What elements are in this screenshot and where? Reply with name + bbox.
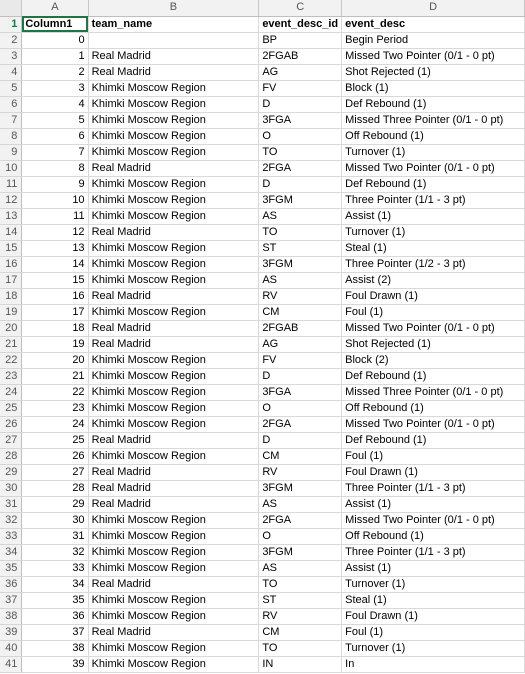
- cell-column1[interactable]: 7: [22, 144, 88, 160]
- table-row: [0, 80, 525, 96]
- cell-column1[interactable]: 30: [22, 512, 88, 528]
- cell-team-name[interactable]: Khimki Moscow Region: [88, 112, 259, 128]
- cell-event-desc-id[interactable]: AG: [259, 64, 342, 80]
- cell-event-desc[interactable]: Foul (1): [342, 448, 525, 464]
- cell-event-desc-id[interactable]: 3FGM: [259, 256, 342, 272]
- header-cell-column1[interactable]: Column1: [22, 16, 88, 32]
- cell-team-name[interactable]: Khimki Moscow Region: [88, 512, 259, 528]
- cell-team-name[interactable]: Khimki Moscow Region: [88, 240, 259, 256]
- cell-team-name[interactable]: Real Madrid: [88, 480, 259, 496]
- cell-team-name[interactable]: Khimki Moscow Region: [88, 528, 259, 544]
- cell-event-desc-id[interactable]: D: [259, 96, 342, 112]
- column-header-c[interactable]: C: [259, 0, 342, 16]
- cell-column1[interactable]: 1: [22, 48, 88, 64]
- cell-team-name[interactable]: Real Madrid: [88, 48, 259, 64]
- cell-column1[interactable]: 12: [22, 224, 88, 240]
- row-number[interactable]: 14: [0, 224, 22, 240]
- cell-team-name[interactable]: Khimki Moscow Region: [88, 400, 259, 416]
- table-row: [0, 48, 525, 64]
- cell-event-desc[interactable]: Three Pointer (1/1 - 3 pt): [342, 544, 525, 560]
- cell-event-desc[interactable]: Foul Drawn (1): [342, 464, 525, 480]
- cell-event-desc-id[interactable]: 2FGA: [259, 160, 342, 176]
- cell-event-desc[interactable]: Begin Period: [342, 32, 525, 48]
- cell-column1[interactable]: 25: [22, 432, 88, 448]
- table-row: [0, 592, 525, 608]
- cell-event-desc-id[interactable]: O: [259, 128, 342, 144]
- cell-event-desc[interactable]: Assist (1): [342, 560, 525, 576]
- cell-event-desc-id[interactable]: O: [259, 400, 342, 416]
- table-row: [0, 64, 525, 80]
- row-number[interactable]: 8: [0, 128, 22, 144]
- table-row: [0, 400, 525, 416]
- table-row: [0, 240, 525, 256]
- cell-column1[interactable]: 32: [22, 544, 88, 560]
- cell-column1[interactable]: 4: [22, 96, 88, 112]
- table-row: [0, 128, 525, 144]
- cell-event-desc-id[interactable]: 3FGA: [259, 384, 342, 400]
- row-number[interactable]: 7: [0, 112, 22, 128]
- cell-column1[interactable]: 20: [22, 352, 88, 368]
- table-row: [0, 304, 525, 320]
- cell-team-name[interactable]: Khimki Moscow Region: [88, 592, 259, 608]
- cell-event-desc-id[interactable]: RV: [259, 464, 342, 480]
- cell-column1[interactable]: 14: [22, 256, 88, 272]
- cell-team-name[interactable]: Khimki Moscow Region: [88, 448, 259, 464]
- table-row: [0, 352, 525, 368]
- cell-event-desc-id[interactable]: AG: [259, 336, 342, 352]
- table-row: [0, 160, 525, 176]
- cell-event-desc-id[interactable]: TO: [259, 224, 342, 240]
- table-row: [0, 576, 525, 592]
- cell-event-desc[interactable]: Block (2): [342, 352, 525, 368]
- cell-event-desc-id[interactable]: 2FGA: [259, 512, 342, 528]
- row-number[interactable]: 40: [0, 640, 22, 656]
- cell-column1[interactable]: 34: [22, 576, 88, 592]
- cell-event-desc-id[interactable]: TO: [259, 576, 342, 592]
- row-number[interactable]: 26: [0, 416, 22, 432]
- cell-event-desc-id[interactable]: TO: [259, 144, 342, 160]
- table-row: [0, 384, 525, 400]
- cell-column1[interactable]: 3: [22, 80, 88, 96]
- row-number[interactable]: 22: [0, 352, 22, 368]
- cell-column1[interactable]: 39: [22, 656, 88, 672]
- cell-team-name[interactable]: Real Madrid: [88, 464, 259, 480]
- cell-team-name[interactable]: Khimki Moscow Region: [88, 304, 259, 320]
- cell-event-desc[interactable]: Def Rebound (1): [342, 176, 525, 192]
- cell-column1[interactable]: 24: [22, 416, 88, 432]
- header-cell-event-desc-id[interactable]: event_desc_id: [259, 16, 342, 32]
- table-row: [0, 544, 525, 560]
- cell-event-desc[interactable]: Turnover (1): [342, 224, 525, 240]
- table-row: [0, 480, 525, 496]
- column-header-d[interactable]: D: [342, 0, 525, 16]
- cell-event-desc[interactable]: Missed Two Pointer (0/1 - 0 pt): [342, 320, 525, 336]
- cell-event-desc-id[interactable]: D: [259, 176, 342, 192]
- table-row: [0, 624, 525, 640]
- cell-event-desc-id[interactable]: D: [259, 368, 342, 384]
- cell-event-desc-id[interactable]: D: [259, 432, 342, 448]
- cell-team-name[interactable]: Real Madrid: [88, 576, 259, 592]
- cell-event-desc[interactable]: Assist (1): [342, 208, 525, 224]
- row-number[interactable]: 11: [0, 176, 22, 192]
- cell-column1[interactable]: 8: [22, 160, 88, 176]
- row-number[interactable]: 6: [0, 96, 22, 112]
- cell-event-desc-id[interactable]: AS: [259, 560, 342, 576]
- cell-event-desc[interactable]: Assist (1): [342, 496, 525, 512]
- row-number[interactable]: 21: [0, 336, 22, 352]
- cell-event-desc-id[interactable]: CM: [259, 624, 342, 640]
- cell-team-name[interactable]: Khimki Moscow Region: [88, 608, 259, 624]
- row-number[interactable]: 3: [0, 48, 22, 64]
- cell-event-desc[interactable]: Missed Three Pointer (0/1 - 0 pt): [342, 112, 525, 128]
- cell-team-name[interactable]: Khimki Moscow Region: [88, 192, 259, 208]
- cell-event-desc[interactable]: Missed Three Pointer (0/1 - 0 pt): [342, 384, 525, 400]
- cell-team-name[interactable]: Real Madrid: [88, 624, 259, 640]
- row-number[interactable]: 18: [0, 288, 22, 304]
- cell-team-name[interactable]: Khimki Moscow Region: [88, 96, 259, 112]
- cell-team-name[interactable]: Khimki Moscow Region: [88, 176, 259, 192]
- cell-event-desc[interactable]: Block (1): [342, 80, 525, 96]
- select-all-corner[interactable]: [0, 0, 22, 16]
- cell-event-desc-id[interactable]: 2FGA: [259, 416, 342, 432]
- table-row: [0, 320, 525, 336]
- row-number[interactable]: 17: [0, 272, 22, 288]
- cell-column1[interactable]: 17: [22, 304, 88, 320]
- cell-event-desc-id[interactable]: ST: [259, 592, 342, 608]
- cell-team-name[interactable]: Real Madrid: [88, 160, 259, 176]
- cell-event-desc[interactable]: Foul Drawn (1): [342, 608, 525, 624]
- cell-column1[interactable]: 26: [22, 448, 88, 464]
- cell-team-name[interactable]: Real Madrid: [88, 432, 259, 448]
- cell-event-desc-id[interactable]: FV: [259, 80, 342, 96]
- cell-event-desc[interactable]: Missed Two Pointer (0/1 - 0 pt): [342, 160, 525, 176]
- cell-event-desc[interactable]: Foul (1): [342, 624, 525, 640]
- cell-team-name[interactable]: Khimki Moscow Region: [88, 560, 259, 576]
- cell-event-desc[interactable]: In: [342, 656, 525, 672]
- cell-event-desc[interactable]: Def Rebound (1): [342, 368, 525, 384]
- table-row: [0, 272, 525, 288]
- cell-event-desc-id[interactable]: AS: [259, 272, 342, 288]
- cell-column1[interactable]: 2: [22, 64, 88, 80]
- cell-event-desc[interactable]: Foul Drawn (1): [342, 288, 525, 304]
- cell-event-desc[interactable]: Off Rebound (1): [342, 400, 525, 416]
- cell-event-desc[interactable]: Off Rebound (1): [342, 128, 525, 144]
- cell-column1[interactable]: 9: [22, 176, 88, 192]
- row-number[interactable]: 29: [0, 464, 22, 480]
- cell-column1[interactable]: 33: [22, 560, 88, 576]
- row-number[interactable]: 31: [0, 496, 22, 512]
- cell-column1[interactable]: 13: [22, 240, 88, 256]
- header-cell-event-desc[interactable]: event_desc: [342, 16, 525, 32]
- cell-event-desc[interactable]: Def Rebound (1): [342, 96, 525, 112]
- cell-event-desc[interactable]: Missed Two Pointer (0/1 - 0 pt): [342, 512, 525, 528]
- column-header-row: [0, 0, 525, 16]
- cell-team-name[interactable]: Real Madrid: [88, 496, 259, 512]
- row-number[interactable]: 10: [0, 160, 22, 176]
- row-number[interactable]: 19: [0, 304, 22, 320]
- cell-column1[interactable]: 0: [22, 32, 88, 48]
- cell-event-desc[interactable]: Shot Rejected (1): [342, 64, 525, 80]
- cell-event-desc[interactable]: Off Rebound (1): [342, 528, 525, 544]
- table-row: [0, 512, 525, 528]
- cell-team-name[interactable]: [88, 32, 259, 48]
- row-number[interactable]: 35: [0, 560, 22, 576]
- cell-team-name[interactable]: Khimki Moscow Region: [88, 256, 259, 272]
- cell-column1[interactable]: 16: [22, 288, 88, 304]
- cell-column1[interactable]: 11: [22, 208, 88, 224]
- table-row: [0, 96, 525, 112]
- column-header-a[interactable]: A: [22, 0, 88, 16]
- cell-event-desc-id[interactable]: AS: [259, 208, 342, 224]
- cell-team-name[interactable]: Real Madrid: [88, 320, 259, 336]
- table-row: [0, 32, 525, 48]
- row-number[interactable]: 33: [0, 528, 22, 544]
- cell-team-name[interactable]: Khimki Moscow Region: [88, 144, 259, 160]
- row-number[interactable]: 27: [0, 432, 22, 448]
- cell-team-name[interactable]: Khimki Moscow Region: [88, 544, 259, 560]
- cell-column1[interactable]: 38: [22, 640, 88, 656]
- table-row: [0, 288, 525, 304]
- cell-column1[interactable]: 23: [22, 400, 88, 416]
- row-number[interactable]: 24: [0, 384, 22, 400]
- cell-column1[interactable]: 6: [22, 128, 88, 144]
- cell-event-desc-id[interactable]: O: [259, 528, 342, 544]
- row-number[interactable]: 15: [0, 240, 22, 256]
- table-row: [0, 640, 525, 656]
- table-row: [0, 256, 525, 272]
- cell-event-desc-id[interactable]: RV: [259, 288, 342, 304]
- cell-column1[interactable]: 36: [22, 608, 88, 624]
- row-number[interactable]: 38: [0, 608, 22, 624]
- row-number[interactable]: 30: [0, 480, 22, 496]
- cell-team-name[interactable]: Real Madrid: [88, 224, 259, 240]
- cell-event-desc-id[interactable]: BP: [259, 32, 342, 48]
- table-row: [0, 144, 525, 160]
- cell-column1[interactable]: 35: [22, 592, 88, 608]
- cell-event-desc-id[interactable]: 3FGM: [259, 544, 342, 560]
- cell-column1[interactable]: 27: [22, 464, 88, 480]
- row-number[interactable]: 34: [0, 544, 22, 560]
- header-cell-team-name[interactable]: team_name: [88, 16, 259, 32]
- row-number[interactable]: 4: [0, 64, 22, 80]
- row-number[interactable]: 23: [0, 368, 22, 384]
- cell-event-desc[interactable]: Steal (1): [342, 592, 525, 608]
- cell-event-desc-id[interactable]: TO: [259, 640, 342, 656]
- table-row: [0, 608, 525, 624]
- cell-event-desc-id[interactable]: 3FGM: [259, 480, 342, 496]
- row-number[interactable]: 2: [0, 32, 22, 48]
- cell-event-desc[interactable]: Three Pointer (1/1 - 3 pt): [342, 192, 525, 208]
- row-number[interactable]: 5: [0, 80, 22, 96]
- cell-event-desc-id[interactable]: CM: [259, 448, 342, 464]
- cell-event-desc[interactable]: Assist (2): [342, 272, 525, 288]
- cell-column1[interactable]: 15: [22, 272, 88, 288]
- cell-column1[interactable]: 29: [22, 496, 88, 512]
- cell-column1[interactable]: 21: [22, 368, 88, 384]
- cell-team-name[interactable]: Real Madrid: [88, 288, 259, 304]
- table-row: [0, 496, 525, 512]
- cell-team-name[interactable]: Khimki Moscow Region: [88, 416, 259, 432]
- cell-column1[interactable]: 18: [22, 320, 88, 336]
- row-number[interactable]: 25: [0, 400, 22, 416]
- cell-event-desc[interactable]: Def Rebound (1): [342, 432, 525, 448]
- cell-event-desc[interactable]: Three Pointer (1/2 - 3 pt): [342, 256, 525, 272]
- cell-event-desc-id[interactable]: 3FGM: [259, 192, 342, 208]
- cell-column1[interactable]: 22: [22, 384, 88, 400]
- row-number[interactable]: 20: [0, 320, 22, 336]
- table-row: [0, 464, 525, 480]
- row-number[interactable]: 37: [0, 592, 22, 608]
- row-number[interactable]: 28: [0, 448, 22, 464]
- cell-team-name[interactable]: Khimki Moscow Region: [88, 208, 259, 224]
- table-header-row: [0, 16, 525, 32]
- column-header-b[interactable]: B: [88, 0, 259, 16]
- cell-column1[interactable]: 37: [22, 624, 88, 640]
- table-row: [0, 112, 525, 128]
- cell-column1[interactable]: 19: [22, 336, 88, 352]
- row-number[interactable]: 16: [0, 256, 22, 272]
- cell-column1[interactable]: 28: [22, 480, 88, 496]
- row-number[interactable]: 13: [0, 208, 22, 224]
- cell-event-desc-id[interactable]: IN: [259, 656, 342, 672]
- cell-event-desc[interactable]: Missed Two Pointer (0/1 - 0 pt): [342, 416, 525, 432]
- cell-event-desc[interactable]: Missed Two Pointer (0/1 - 0 pt): [342, 48, 525, 64]
- cell-event-desc[interactable]: Turnover (1): [342, 144, 525, 160]
- cell-team-name[interactable]: Khimki Moscow Region: [88, 384, 259, 400]
- table-row: [0, 432, 525, 448]
- cell-event-desc-id[interactable]: 3FGA: [259, 112, 342, 128]
- cell-team-name[interactable]: Khimki Moscow Region: [88, 80, 259, 96]
- cell-event-desc-id[interactable]: CM: [259, 304, 342, 320]
- table-row: [0, 528, 525, 544]
- table-row: [0, 176, 525, 192]
- cell-team-name[interactable]: Khimki Moscow Region: [88, 656, 259, 672]
- cell-column1[interactable]: 10: [22, 192, 88, 208]
- row-number[interactable]: 9: [0, 144, 22, 160]
- cell-column1[interactable]: 31: [22, 528, 88, 544]
- cell-event-desc-id[interactable]: RV: [259, 608, 342, 624]
- cell-team-name[interactable]: Khimki Moscow Region: [88, 128, 259, 144]
- table-row: [0, 336, 525, 352]
- cell-event-desc-id[interactable]: 2FGAB: [259, 320, 342, 336]
- cell-event-desc-id[interactable]: AS: [259, 496, 342, 512]
- cell-event-desc-id[interactable]: 2FGAB: [259, 48, 342, 64]
- table-row: [0, 368, 525, 384]
- cell-team-name[interactable]: Khimki Moscow Region: [88, 640, 259, 656]
- cell-event-desc-id[interactable]: ST: [259, 240, 342, 256]
- cell-team-name[interactable]: Real Madrid: [88, 336, 259, 352]
- cell-column1[interactable]: 5: [22, 112, 88, 128]
- table-row: [0, 656, 525, 672]
- cell-event-desc[interactable]: Three Pointer (1/1 - 3 pt): [342, 480, 525, 496]
- cell-team-name[interactable]: Real Madrid: [88, 64, 259, 80]
- table-row: [0, 560, 525, 576]
- row-number[interactable]: 41: [0, 656, 22, 672]
- row-number[interactable]: 36: [0, 576, 22, 592]
- cell-event-desc[interactable]: Shot Rejected (1): [342, 336, 525, 352]
- cell-event-desc[interactable]: Turnover (1): [342, 640, 525, 656]
- row-number[interactable]: 1: [0, 16, 22, 32]
- cell-team-name[interactable]: Khimki Moscow Region: [88, 272, 259, 288]
- cell-event-desc-id[interactable]: FV: [259, 352, 342, 368]
- row-number[interactable]: 12: [0, 192, 22, 208]
- cell-event-desc[interactable]: Steal (1): [342, 240, 525, 256]
- cell-team-name[interactable]: Khimki Moscow Region: [88, 368, 259, 384]
- table-row: [0, 224, 525, 240]
- table-row: [0, 192, 525, 208]
- table-row: [0, 448, 525, 464]
- table-row: [0, 416, 525, 432]
- row-number[interactable]: 39: [0, 624, 22, 640]
- cell-team-name[interactable]: Khimki Moscow Region: [88, 352, 259, 368]
- table-row: [0, 208, 525, 224]
- cell-event-desc[interactable]: Foul (1): [342, 304, 525, 320]
- row-number[interactable]: 32: [0, 512, 22, 528]
- cell-event-desc[interactable]: Turnover (1): [342, 576, 525, 592]
